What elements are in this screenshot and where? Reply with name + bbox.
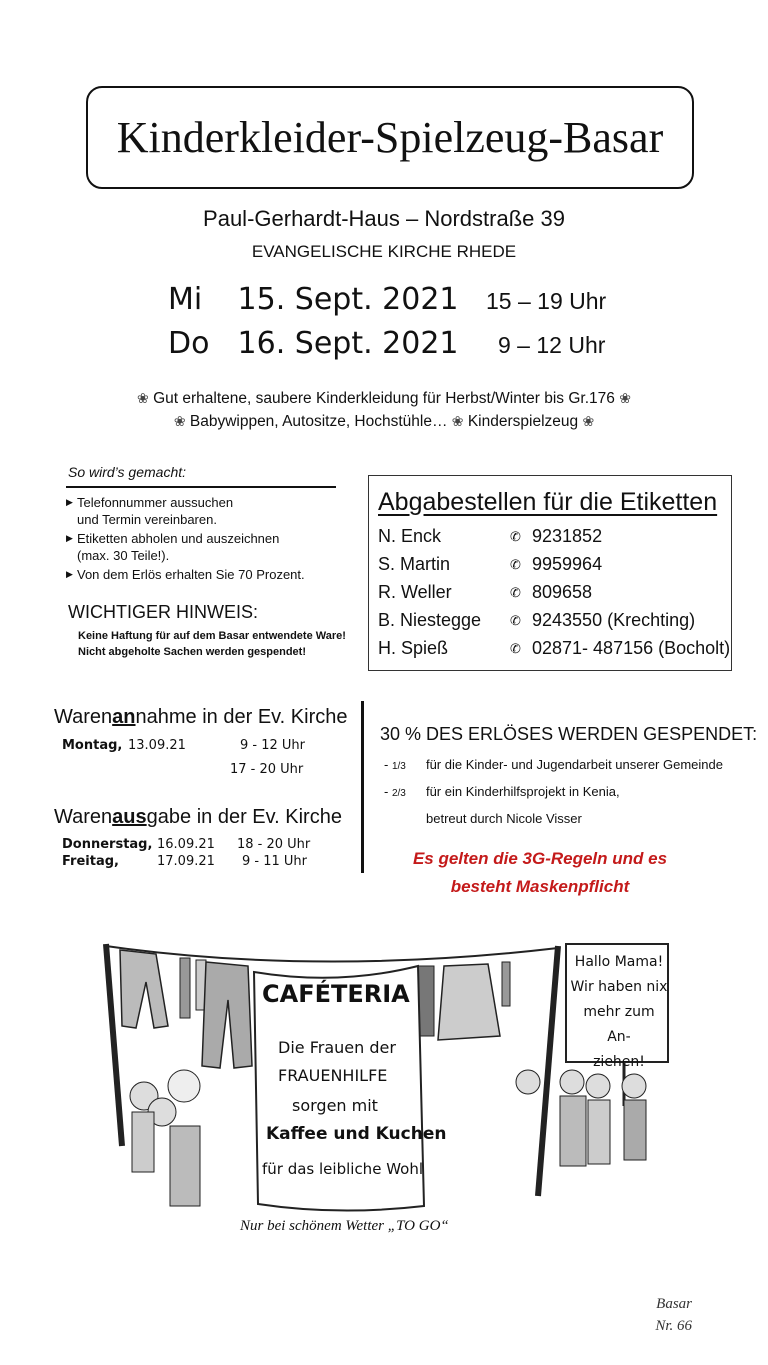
sched-date: 17.09.21: [157, 854, 215, 869]
note-line-1: [0, 390, 768, 408]
title-part: Waren: [54, 706, 113, 728]
list-item: ▶ Etiketten abholen und auszeichnen (max. 30 Teile!).: [66, 530, 346, 564]
contact-phone: 809658: [532, 582, 593, 602]
contact-name: B. Niestegge: [378, 610, 482, 630]
contact-row: [378, 526, 602, 547]
how-title: So wird’s gemacht:: [68, 464, 187, 480]
sched-date: 16.09.21: [157, 837, 215, 852]
flower-icon: ❀: [137, 390, 149, 406]
donation-row: [384, 757, 723, 772]
sched-day: Donnerstag,: [62, 837, 153, 852]
contact-phone: 02871- 487156 (Bocholt): [532, 638, 731, 658]
contact-row: [378, 582, 592, 603]
donation-row: [384, 784, 620, 799]
contact-name: H. Spieß: [378, 638, 449, 658]
date-day: Do: [168, 326, 210, 361]
fraction: 1/3: [391, 761, 406, 772]
page-title: Kinderkleider-Spielzeug-Basar: [116, 113, 664, 162]
speech-line: ziehen!: [593, 1054, 645, 1070]
venue-address: Paul-Gerhardt-Haus – Nordstraße 39: [203, 206, 565, 231]
contact-row: [378, 638, 730, 659]
contact-box: [368, 475, 732, 671]
date-value: 16. Sept. 2021: [237, 326, 459, 361]
contact-name: S. Martin: [378, 554, 451, 574]
divider: [66, 486, 336, 488]
phone-icon: ✆: [510, 613, 521, 628]
contact-phone: 9959964: [532, 554, 603, 574]
title-part: gabe: [146, 806, 192, 828]
donation-title: 30 % DES ERLÖSES WERDEN GESPENDET:: [380, 724, 758, 744]
date-time: 15 – 19 Uhr: [486, 288, 607, 314]
contact-title: Abgabestellen für die Etiketten: [378, 488, 718, 516]
cafeteria-sign-line: für das leibliche Wohl: [262, 1160, 423, 1178]
venue-church: EVANGELISCHE KIRCHE RHEDE: [251, 242, 517, 261]
sched-date: 13.09.21: [128, 738, 186, 753]
sched-day: Freitag,: [62, 854, 119, 869]
note-text: Kinderspielzeug: [467, 413, 579, 430]
vertical-divider: [361, 701, 364, 873]
flower-icon: ❀: [582, 413, 595, 429]
sched-time: 9 - 11 Uhr: [242, 854, 307, 869]
date-row-2: [168, 326, 606, 361]
title-part: in der Ev. Kirche: [191, 806, 342, 828]
footer-line: Basar: [656, 1296, 692, 1312]
note-text: Babywippen, Autositze, Hochstühle…: [189, 413, 448, 430]
speech-line: Hallo Mama!: [574, 954, 664, 970]
illustration-caption: Nur bei schönem Wetter „TO GO“: [240, 1218, 449, 1234]
hinweis-line: Nicht abgeholte Sachen werden gespendet!: [78, 646, 306, 658]
covid-notice-line: Es gelten die 3G-Regeln und es: [412, 849, 668, 868]
title-part-bold: an: [112, 706, 136, 728]
flower-icon: ❀: [619, 390, 631, 406]
phone-icon: ✆: [510, 557, 521, 572]
annahme-title: [54, 706, 347, 729]
sched-time: 18 - 20 Uhr: [237, 837, 311, 852]
hinweis-title: WICHTIGER HINWEIS:: [68, 602, 258, 622]
cafeteria-sign-line: FRAUENHILFE: [278, 1066, 388, 1085]
sched-day: Montag,: [62, 738, 123, 753]
hinweis-line: Keine Haftung für auf dem Basar entwendete Ware!: [78, 630, 346, 642]
cafeteria-sign-title: CAFÉTERIA: [262, 980, 410, 1008]
flower-icon: ❀: [173, 413, 186, 429]
covid-notice-line: besteht Maskenpflicht: [450, 877, 630, 896]
donation-text: für ein Kinderhilfsprojekt in Kenia,: [425, 784, 620, 799]
hinweis-text: [78, 628, 346, 660]
note-text: Gut erhaltene, saubere Kinderkleidung für Herbst/Winter bis Gr.176: [153, 390, 615, 407]
flower-icon: ❀: [451, 413, 464, 429]
list-item: ▶ Von dem Erlös erhalten Sie 70 Prozent.: [66, 566, 346, 583]
cafeteria-sign-line: sorgen mit: [292, 1096, 378, 1115]
speech-line: Wir haben nix: [570, 979, 668, 995]
speech-line: mehr zum An-: [583, 1004, 655, 1045]
title-part-bold: aus: [112, 806, 147, 828]
sched-time: 17 - 20 Uhr: [230, 762, 304, 777]
title-part: in der Ev. Kirche: [196, 706, 348, 728]
cafeteria-sign-line: Die Frauen der: [278, 1038, 396, 1057]
phone-icon: ✆: [510, 585, 521, 600]
donation-text: für die Kinder- und Jugendarbeit unserer Gemeinde: [425, 757, 723, 772]
date-time: 9 – 12 Uhr: [498, 332, 606, 358]
list-item: ▶ Telefonnummer aussuchen und Termin vereinbaren.: [66, 494, 346, 528]
phone-icon: ✆: [510, 641, 521, 656]
contact-name: R. Weller: [378, 582, 452, 602]
speech-sign: [570, 950, 668, 1075]
title-part: nahme: [135, 706, 197, 728]
note-line-2: [0, 413, 768, 431]
dash: -: [384, 757, 392, 772]
date-row-1: [168, 282, 607, 317]
date-value: 15. Sept. 2021: [237, 282, 459, 317]
dash: -: [384, 784, 392, 799]
how-steps: [66, 494, 346, 585]
contact-row: [378, 554, 602, 575]
footer-line: Nr. 66: [655, 1318, 692, 1334]
sched-time: 9 - 12 Uhr: [240, 738, 305, 753]
contact-row: [378, 610, 695, 631]
fraction: 2/3: [391, 788, 406, 799]
title-part: Waren: [54, 806, 113, 828]
contact-name: N. Enck: [378, 526, 442, 546]
donation-text: betreut durch Nicole Visser: [426, 811, 582, 826]
cafeteria-sign-line: Kaffee und Kuchen: [266, 1124, 447, 1144]
date-day: Mi: [168, 282, 203, 317]
phone-icon: ✆: [510, 529, 521, 544]
ausgabe-title: [54, 806, 342, 829]
title-box: [86, 86, 694, 189]
contact-phone: 9231852: [532, 526, 603, 546]
contact-phone: 9243550 (Krechting): [532, 610, 696, 630]
